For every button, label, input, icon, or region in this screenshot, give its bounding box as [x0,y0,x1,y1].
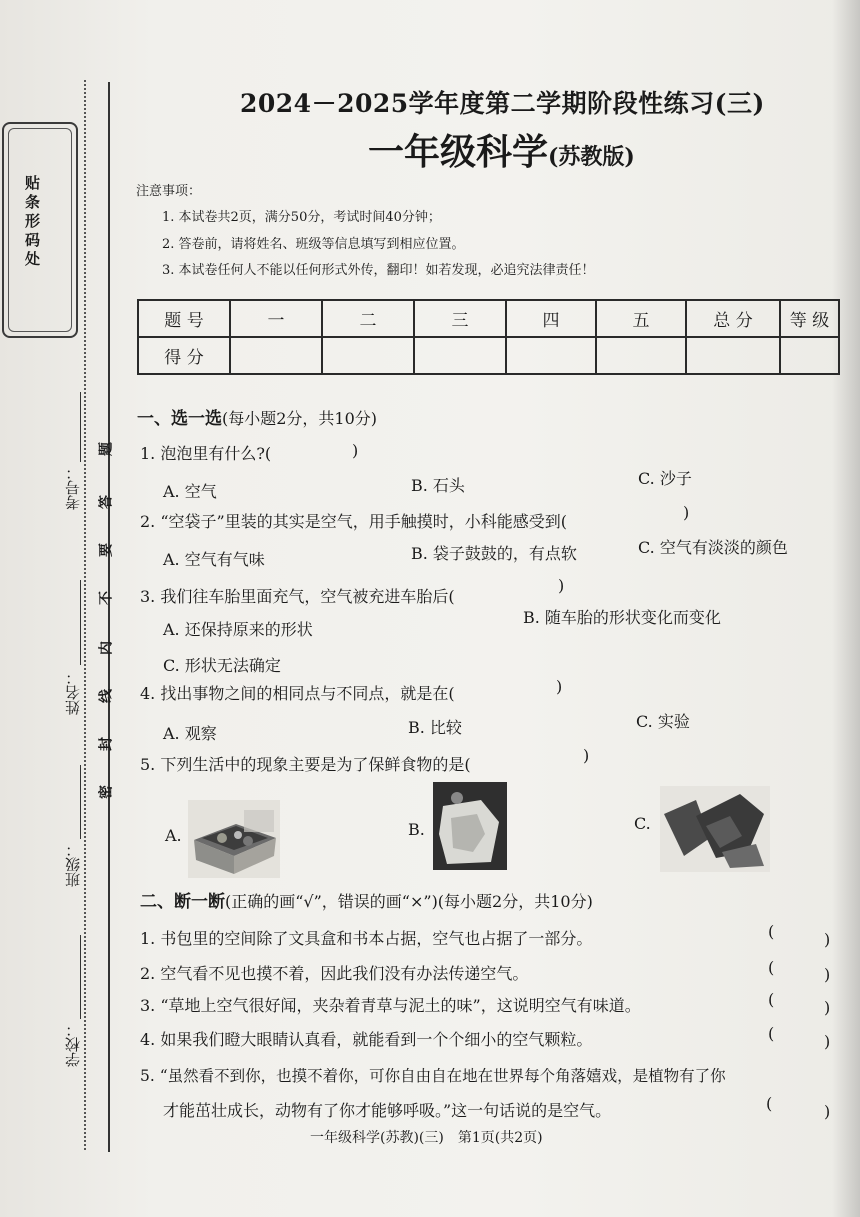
answer-close-paren[interactable]: ) [556,677,563,696]
score-header-cell: 一 [230,300,322,337]
section-heading [137,404,377,429]
option-c: C. 沙子 [638,469,692,488]
judgement-item-continued: 才能茁壮成长，动物有了你才能够呼吸。”这一句话说的是空气。 [163,1101,612,1120]
judgement-item: 3. “草地上空气很好闻，夹杂着青草与泥土的味”，这说明空气有味道。 [140,996,641,1015]
score-cell[interactable] [414,337,506,374]
field-exam-number-line[interactable] [80,392,81,462]
question-stem: 1. 泡泡里有什么?( [140,444,272,463]
score-header-cell: 等 级 [780,300,839,337]
score-cell[interactable] [686,337,780,374]
answer-close-paren[interactable]: ) [583,746,590,765]
notes-heading: 注意事项： [136,184,202,199]
field-class-line[interactable] [80,765,81,839]
judgement-item: 4. 如果我们瞪大眼睛认真看，就能看到一个个细小的空气颗粒。 [140,1030,593,1049]
section-title: 二、断一断 [140,892,225,912]
page-edge-shadow [832,0,860,1217]
bagged-food-image [433,782,507,870]
judgement-item: 5. “虽然看不到你，也摸不着你，可你自由自在地在世界每个角落嬉戏，是植物有了你 [140,1067,726,1085]
option-a: A. [165,826,182,845]
field-class-label: 班级： [64,842,82,887]
seal-char: 不 [98,591,112,607]
note-item: 2. 答卷前，请将姓名、班级等信息填写到相应位置。 [162,237,465,252]
field-school-label: 学校： [64,1022,82,1067]
dried-food-image [660,786,770,872]
field-exam-number-label: 考号： [64,465,82,510]
question-stem: 3. 我们往车胎里面充气，空气被充进车胎后( [140,587,455,606]
seal-char: 要 [98,543,112,559]
section-title: 一、选一选 [137,409,222,429]
option-c: C. 空气有淡淡的颜色 [638,538,788,557]
answer-close-paren[interactable]: ) [824,1102,831,1121]
binding-dotted-line [84,80,86,1150]
field-school-line[interactable] [80,935,81,1019]
edition-label: (苏教版) [548,144,635,170]
option-b: B. 随车胎的形状变化而变化 [523,608,721,627]
barcode-label: 贴条形码处 [23,175,41,270]
judgement-item: 2. 空气看不见也摸不着，因此我们没有办法传递空气。 [140,964,529,983]
answer-open-paren[interactable]: ( [768,922,775,941]
question-stem: 2. “空袋子”里装的其实是空气，用手触摸时，小科能感受到( [140,512,567,531]
food-container-image [188,800,280,878]
seal-char: 内 [98,641,112,657]
subject-name: 一年级科学 [368,132,549,173]
exam-title: 2024－2025学年度第二学期阶段性练习(三) [240,89,765,118]
seal-char: 线 [98,689,112,705]
option-b: B. 石头 [411,476,465,495]
seal-char: 答 [98,495,112,511]
option-c: C. [634,814,651,833]
option-b: B. [408,820,425,839]
option-c: C. 实验 [636,712,690,731]
section-note: (每小题2分，共10分) [222,409,378,428]
score-header-cell: 五 [596,300,686,337]
answer-close-paren[interactable]: ) [683,503,690,522]
section-note: (正确的画“√”，错误的画“×”)(每小题2分，共10分) [225,892,593,911]
score-header-cell: 题 号 [138,300,230,337]
score-cell[interactable] [230,337,322,374]
score-cell[interactable] [780,337,839,374]
score-table [137,299,840,375]
seal-char: 密 [98,785,112,801]
answer-open-paren[interactable]: ( [768,990,775,1009]
option-a: A. 还保持原来的形状 [163,620,313,639]
field-name-label: 姓名： [64,670,82,715]
answer-open-paren[interactable]: ( [768,958,775,977]
note-item: 1. 本试卷共2页，满分50分，考试时间40分钟； [162,210,441,225]
question-stem: 5. 下列生活中的现象主要是为了保鲜食物的是( [140,755,471,774]
question-stem: 4. 找出事物之间的相同点与不同点，就是在( [140,684,455,703]
answer-close-paren[interactable]: ) [352,441,359,460]
option-b: B. 比较 [408,718,462,737]
answer-open-paren[interactable]: ( [766,1094,773,1113]
answer-close-paren[interactable]: ) [558,576,565,595]
score-header-cell: 总 分 [686,300,780,337]
page-footer: 一年级科学(苏教)(三) 第1页(共2页) [310,1130,543,1146]
note-item: 3. 本试卷任何人不能以任何形式外传，翻印！如若发现，必追究法律责任！ [162,263,595,278]
binding-solid-line [108,82,110,1152]
option-a: A. 观察 [163,724,217,743]
answer-close-paren[interactable]: ) [824,930,831,949]
section-heading [140,887,593,912]
answer-close-paren[interactable]: ) [824,998,831,1017]
option-a: A. 空气有气味 [163,550,265,569]
option-b: B. 袋子鼓鼓的，有点软 [411,544,577,563]
subject-title [368,124,635,175]
seal-char: 题 [98,442,112,458]
answer-close-paren[interactable]: ) [824,1032,831,1051]
option-c: C. 形状无法确定 [163,656,281,675]
judgement-item: 1. 书包里的空间除了文具盒和书本占据，空气也占据了一部分。 [140,929,593,948]
score-header-cell: 二 [322,300,414,337]
score-header-cell: 三 [414,300,506,337]
seal-char: 封 [98,737,112,753]
field-name-line[interactable] [80,580,81,665]
score-row-label: 得 分 [138,337,230,374]
score-cell[interactable] [506,337,596,374]
score-cell[interactable] [322,337,414,374]
score-cell[interactable] [596,337,686,374]
answer-close-paren[interactable]: ) [824,965,831,984]
option-a: A. 空气 [163,482,217,501]
score-header-cell: 四 [506,300,596,337]
answer-open-paren[interactable]: ( [768,1024,775,1043]
